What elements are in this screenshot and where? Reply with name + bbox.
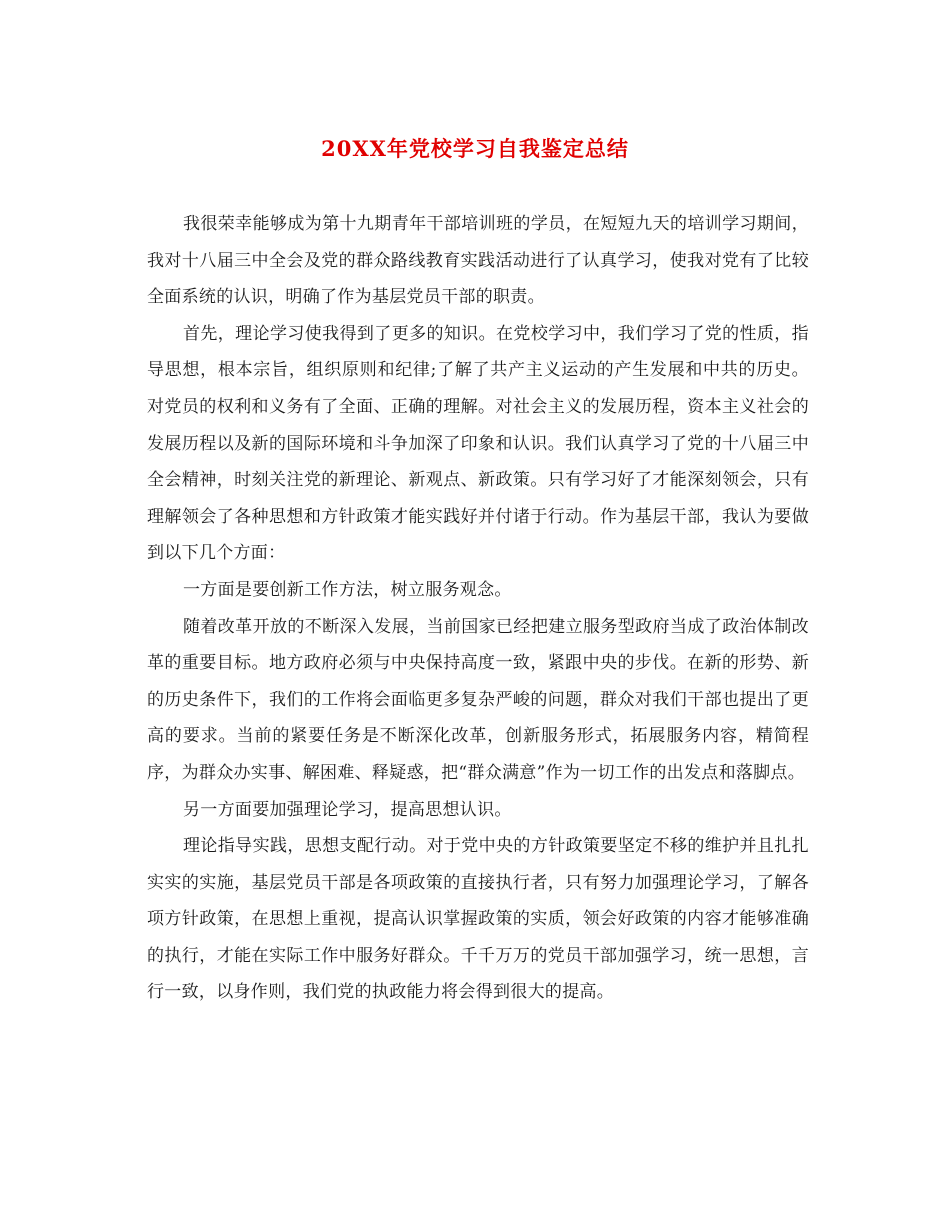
paragraph-intro: 我很荣幸能够成为第十九期青年干部培训班的学员，在短短九天的培训学习期间，我对十八届三中全会及党的群众路线教育实践活动进行了认真学习，使我对党有了比较全面系统的认识，明确了作为基层党员干部的职责。 [147, 214, 809, 308]
paragraph-theory-study: 首先，理论学习使我得到了更多的知识。在党校学习中，我们学习了党的性质，指导思想，根本宗旨，组织原则和纪律;了解了共产主义运动的产生发展和中共的历史。对党员的权利和义务有了全面、正确的理解。对社会主义的发展历程，资本主义社会的发展历程以及新的国际环境和斗争加深了印象和认识。我们认真学习了党的十八届三中全会精神，时刻关注党的新理论、新观点、新政策。只有学习好了才能深刻领会，只有理解领会了各种思想和方针政策才能实践好并付诸于行动。作为基层干部，我认为要做到以下几个方面： [147, 323, 809, 564]
document-body [147, 206, 809, 1011]
paragraph-point-one-heading: 一方面是要创新工作方法，树立服务观念。 [183, 579, 512, 600]
paragraph-point-two-body: 理论指导实践，思想支配行动。对于党中央的方针政策要坚定不移的维护并且扎扎实实的实施，基层党员干部是各项政策的直接执行者，只有努力加强理论学习，了解各项方针政策，在思想上重视，提高认识掌握政策的实质，领会好政策的内容才能够准确的执行，才能在实际工作中服务好群众。千千万万的党员干部加强学习，统一思想，言行一致，以身作则，我们党的执政能力将会得到很大的提高。 [147, 836, 809, 1003]
paragraph-point-one-body: 随着改革开放的不断深入发展，当前国家已经把建立服务型政府当成了政治体制改革的重要目标。地方政府必须与中央保持高度一致，紧跟中央的步伐。在新的形势、新的历史条件下，我们的工作将会面临更多复杂严峻的问题，群众对我们干部也提出了更高的要求。当前的紧要任务是不断深化改革，创新服务形式，拓展服务内容，精简程序，为群众办实事、解困难、释疑惑，把“群众满意”作为一切工作的出发点和落脚点。 [147, 616, 809, 783]
paragraph-point-two-heading: 另一方面要加强理论学习，提高思想认识。 [183, 799, 512, 820]
document-title: 20XX年党校学习自我鉴定总结 [321, 136, 629, 161]
